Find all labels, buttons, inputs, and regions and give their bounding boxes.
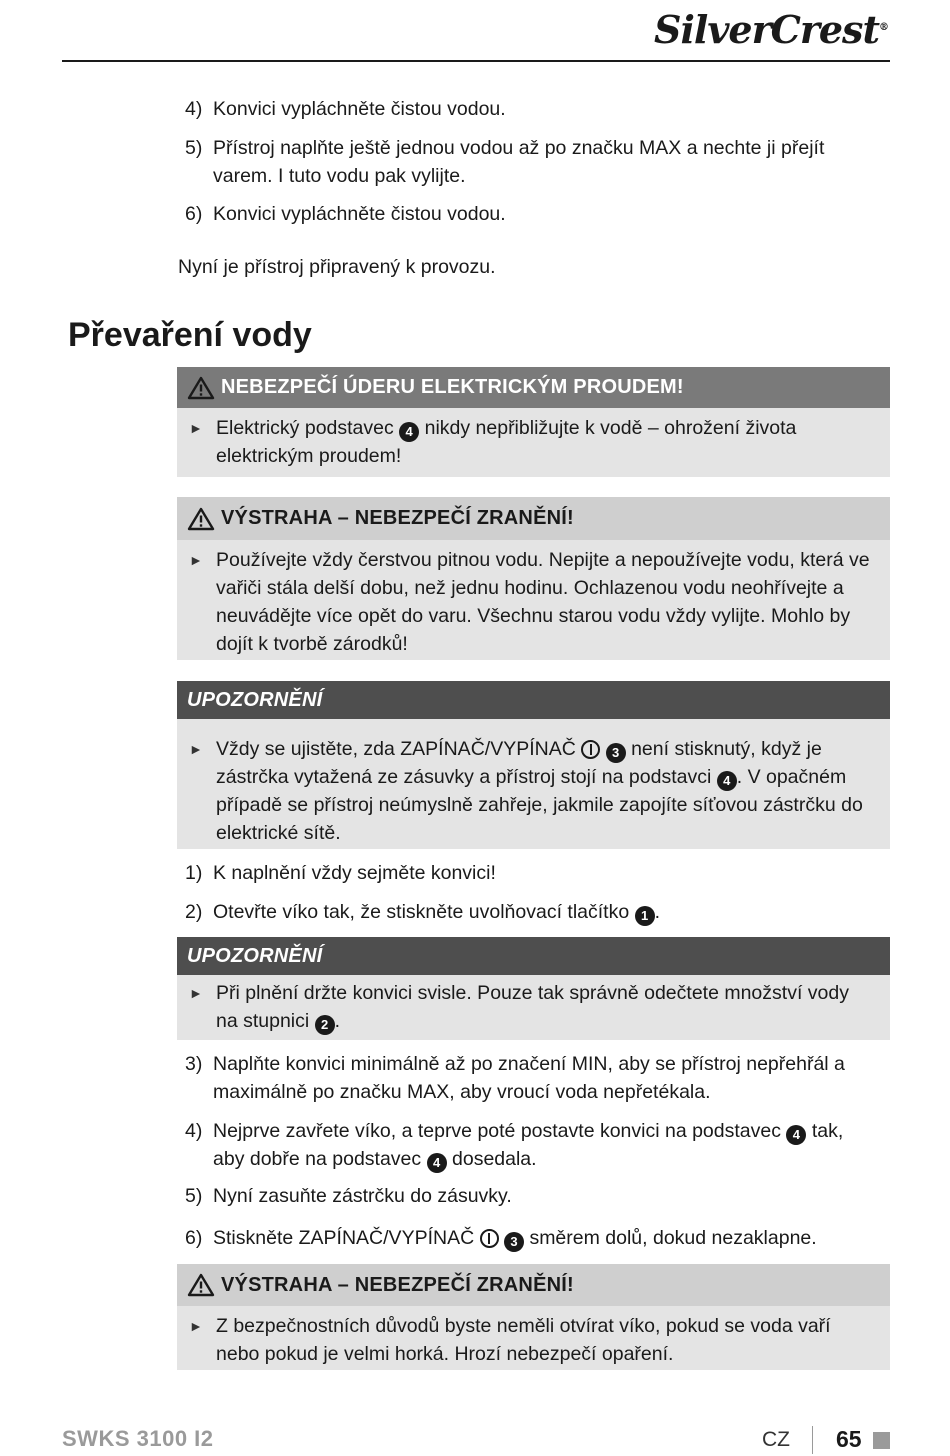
warning-triangle-icon: [187, 1273, 215, 1297]
footer-language: CZ: [762, 1428, 790, 1451]
footer-divider: [812, 1426, 813, 1454]
ref-number-icon: 1: [635, 906, 655, 926]
section-title: Převaření vody: [68, 316, 312, 354]
warning-box-1-header: VÝSTRAHA – NEBEZPEČÍ ZRANĚNÍ!: [177, 497, 890, 540]
warning-triangle-icon: [187, 507, 215, 531]
step-1: 1) K naplnění vždy sejměte konvici!: [185, 862, 496, 884]
ref-number-icon: 4: [399, 422, 419, 442]
ref-number-icon: 2: [315, 1015, 335, 1035]
step-3: 3) Naplňte konvici minimálně až po značení MIN, aby se přístroj nepřehřál a maximálně po značku MAX, aby vroucí voda nepřetékala.: [185, 1053, 845, 1103]
danger-box: [177, 367, 890, 477]
footer-page-number: 65: [836, 1426, 862, 1452]
note-box-1: [177, 681, 890, 849]
warning-box-2-header: VÝSTRAHA – NEBEZPEČÍ ZRANĚNÍ!: [177, 1264, 890, 1306]
intro-step-4: 4) Konvici vypláchněte čistou vodou.: [185, 98, 506, 120]
intro-step-6: 6) Konvici vypláchněte čistou vodou.: [185, 203, 506, 225]
note-box-2: [177, 937, 890, 1040]
ref-number-icon: 3: [606, 743, 626, 763]
warning-box-2: [177, 1264, 890, 1370]
step-6: 6) Stiskněte ZAPÍNAČ/VYPÍNAČ 3 směrem dolů, dokud nezaklapne.: [185, 1224, 865, 1252]
note-box-2-text: Při plnění držte konvici svisle. Pouze tak správně odečtete množství vody na stupnici 2 .: [216, 979, 876, 1035]
bullet-arrow-icon: ►: [189, 552, 203, 568]
note-box-2-header: UPOZORNĚNÍ: [177, 937, 890, 975]
step-5: 5) Nyní zasuňte zástrčku do zásuvky.: [185, 1185, 512, 1207]
step-2: 2) Otevřte víko tak, že stiskněte uvolňovací tlačítko 1 .: [185, 898, 865, 926]
brand-logo: SilverCrest®: [654, 7, 888, 52]
danger-box-text: Elektrický podstavec 4 nikdy nepřibližujte k vodě – ohrožení života elektrickým proudem!: [216, 417, 797, 467]
bullet-arrow-icon: ►: [189, 420, 203, 436]
power-symbol-icon: [480, 1229, 499, 1248]
bullet-arrow-icon: ►: [189, 1318, 203, 1334]
bullet-arrow-icon: ►: [189, 985, 203, 1001]
warning-box-2-text: Z bezpečnostních důvodů byste neměli otvírat víko, pokud se voda vaří nebo pokud je velmi horká. Hrozí nebezpečí opaření.: [216, 1315, 831, 1365]
ref-number-icon: 3: [504, 1232, 524, 1252]
note-box-1-text: Vždy se ujistěte, zda ZAPÍNAČ/VYPÍNAČ 3 není stisknutý, když je zástrčka vytažená ze zásuvky a přístroj stojí na podstavci 4 . V opačném případě se přístroj neúmyslně zahřeje, jakmile zapojíte síťovou zástrčku do elektrické sítě.: [216, 738, 863, 844]
header-rule: [62, 60, 890, 62]
ref-number-icon: 4: [427, 1153, 447, 1173]
ready-text: Nyní je přístroj připravený k provozu.: [178, 256, 496, 278]
warning-box-1-text: Používejte vždy čerstvou pitnou vodu. Nepijte a nepoužívejte vodu, která ve vařiči stála delší dobu, než jednu hodinu. Ochlazenou vodu neohřívejte a neuvádějte více opět do varu. Všechnu starou vodu vždy vylijte. Mohlo by dojít k tvorbě zárodků!: [216, 549, 870, 655]
ref-number-icon: 4: [717, 771, 737, 791]
note-box-1-header: UPOZORNĚNÍ: [177, 681, 890, 719]
footer-model: SWKS 3100 I2: [62, 1426, 214, 1451]
intro-step-5: 5) Přístroj naplňte ještě jednou vodou až po značku MAX a nechte ji přejít varem. I tuto vodu pak vylijte.: [185, 137, 825, 187]
ref-number-icon: 4: [786, 1125, 806, 1145]
step-4: 4) Nejprve zavřete víko, a teprve poté postavte konvici na podstavec 4 tak, aby dobře na podstavec 4 dosedala.: [185, 1117, 865, 1173]
bullet-arrow-icon: ►: [189, 741, 203, 757]
power-symbol-icon: [581, 740, 600, 759]
warning-triangle-icon: [187, 376, 215, 400]
danger-box-header: NEBEZPEČÍ ÚDERU ELEKTRICKÝM PROUDEM!: [177, 367, 890, 408]
footer-square-mark: [873, 1432, 890, 1449]
warning-box-1: [177, 497, 890, 660]
